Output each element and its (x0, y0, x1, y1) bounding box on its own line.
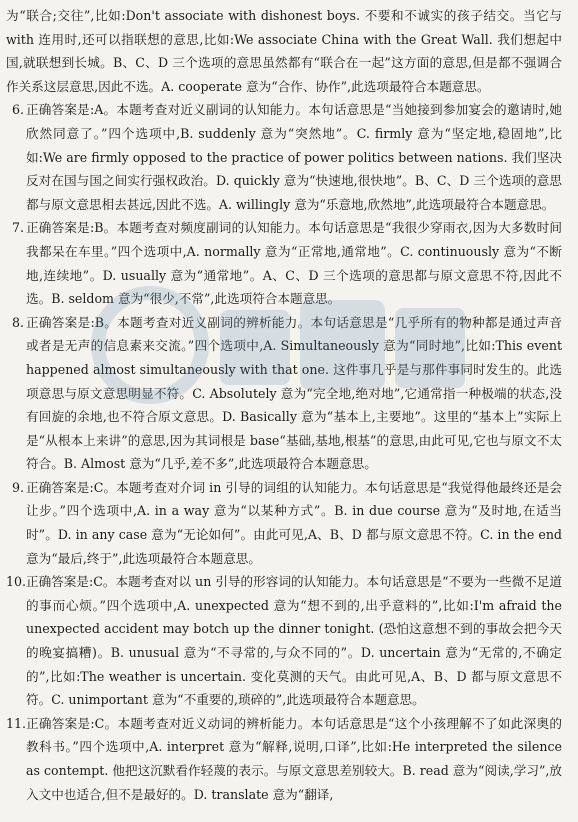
item-text: 正确答案是:C。本题考查对近义动词的辨析能力。本句话意思是“这个小孩理解不了如此深奥的教科书。”四个选项中,A. interpret 意为“解释,说明,口译”,比如:He interpreted the silence as contempt. 他把这沉默看作轻蔑的表示。与原文意思差别较大。B. read 意为“阅读,学习”,放入文中也适合,但不是最好的。D. translate 意为“翻译, (26, 715, 562, 802)
item-number: 8. (11, 314, 24, 330)
answer-item-9 (6, 476, 562, 570)
answer-item-6 (6, 98, 562, 216)
answer-item-8 (6, 311, 562, 476)
answer-item-11 (6, 712, 562, 806)
item-text: 正确答案是:B。本题考查对近义副词的辨析能力。本句话意思是“几乎所有的物种都是通过声音或者是无声的信息素来交流。”四个选项中,A. Simultaneously 意为“同时地”,比如:This event happened almost simultaneously with that one. 这件事几乎是与那件事同时发生的。此选项意思与原文意思明显不符。C. Absolutely 意为“完全地,绝对地”,它通常指一种极端的状态,没有回旋的余地,也不符合原文意思。D. Basically 意为“基本上,主要地”。这里的“基本上”实际上是“从根本上来讲”的意思,因为其词根是 base“基础,基地,根基”的意思,由此可见,它也与原文不太符合。B. Almost 意为“几乎,差不多”,此选项最符合本题意思。 (26, 314, 562, 472)
answer-item-10 (6, 570, 562, 712)
item-text: 正确答案是:C。本题考查对介词 in 引导的词组的认知能力。本句话意思是“我觉得他最终还是会让步。”四个选项中,A. in a way 意为“以某种方式”。B. in due course 意为“及时地,在适当时”。D. in any case 意为“无论如何”。由此可见,A、B、D 都与原文意思不符。C. in the end 意为“最后,终于”,此选项最符合本题意思。 (26, 479, 562, 566)
item-number: 11. (6, 715, 27, 731)
item-text: 正确答案是:A。本题考查对近义副词的认知能力。本句话意思是“当她接到参加宴会的邀请时,她欣然同意了。”四个选项中,B. suddenly 意为“突然地”。C. firmly 意为“坚定地,稳固地”,比如:We are firmly opposed to the practice of power politics between nations. 我们坚决反对在国与国之间实行强权政治。D. quickly 意为“快速地,很快地”。B、C、D 三个选项的意思都与原文意思相去甚远,因此不选。A. willingly 意为“乐意地,欣然地”,此选项最符合本题意思。 (26, 102, 562, 212)
item-text: 正确答案是:B。本题考查对频度副词的认知能力。本句话意思是“我很少穿雨衣,因为大多数时间我都呆在车里。”四个选项中,A. normally 意为“正常地,通常地”。C. continuously 意为“不断地,连续地”。D. usually 意为“通常地”。A、C、D 三个选项的意思都与原文意思不符,因此不选。B. seldom 意为“很少,不常”,此选项符合本题意思。 (26, 220, 562, 307)
item-number: 10. (6, 574, 27, 590)
item-number: 9. (11, 479, 24, 495)
answer-item-7 (6, 216, 562, 310)
intro-paragraph: 为“联合;交往”,比如:Don't associate with dishonest boys. 不要和不诚实的孩子结交。当它与 with 连用时,还可以指联想的意思,比如:We associate China with the Great Wall. 我们想起中国,就联想到长城。B、C、D 三个选项的意思虽然都有“联合在一起”这方面的意思,但是都不强调合作关系这层意思,因此不选。A. cooperate 意为“合作、协作”,此选项最符合本题意思。 (6, 8, 562, 94)
item-text: 正确答案是:C。本题考查对以 un 引导的形容词的认知能力。本句话意思是“不要为一些微不足道的事而心烦。”四个选项中,A. unexpected 意为“想不到的,出乎意料的”,比如:I'm afraid the unexpected accident may botch up the dinner tonight. (恐怕这意想不到的事故会把今天的晚宴搞糟)。B. unusual 意为“不寻常的,与众不同的”。D. uncertain 意为“无常的,不确定的”,比如:The weather is uncertain. 变化莫测的天气。由此可见,A、B、D 都与原文意思不符。C. unimportant 意为“不重要的,琐碎的”,此选项最符合本题意思。 (26, 574, 562, 708)
item-number: 6. (11, 102, 24, 118)
item-number: 7. (11, 220, 24, 236)
